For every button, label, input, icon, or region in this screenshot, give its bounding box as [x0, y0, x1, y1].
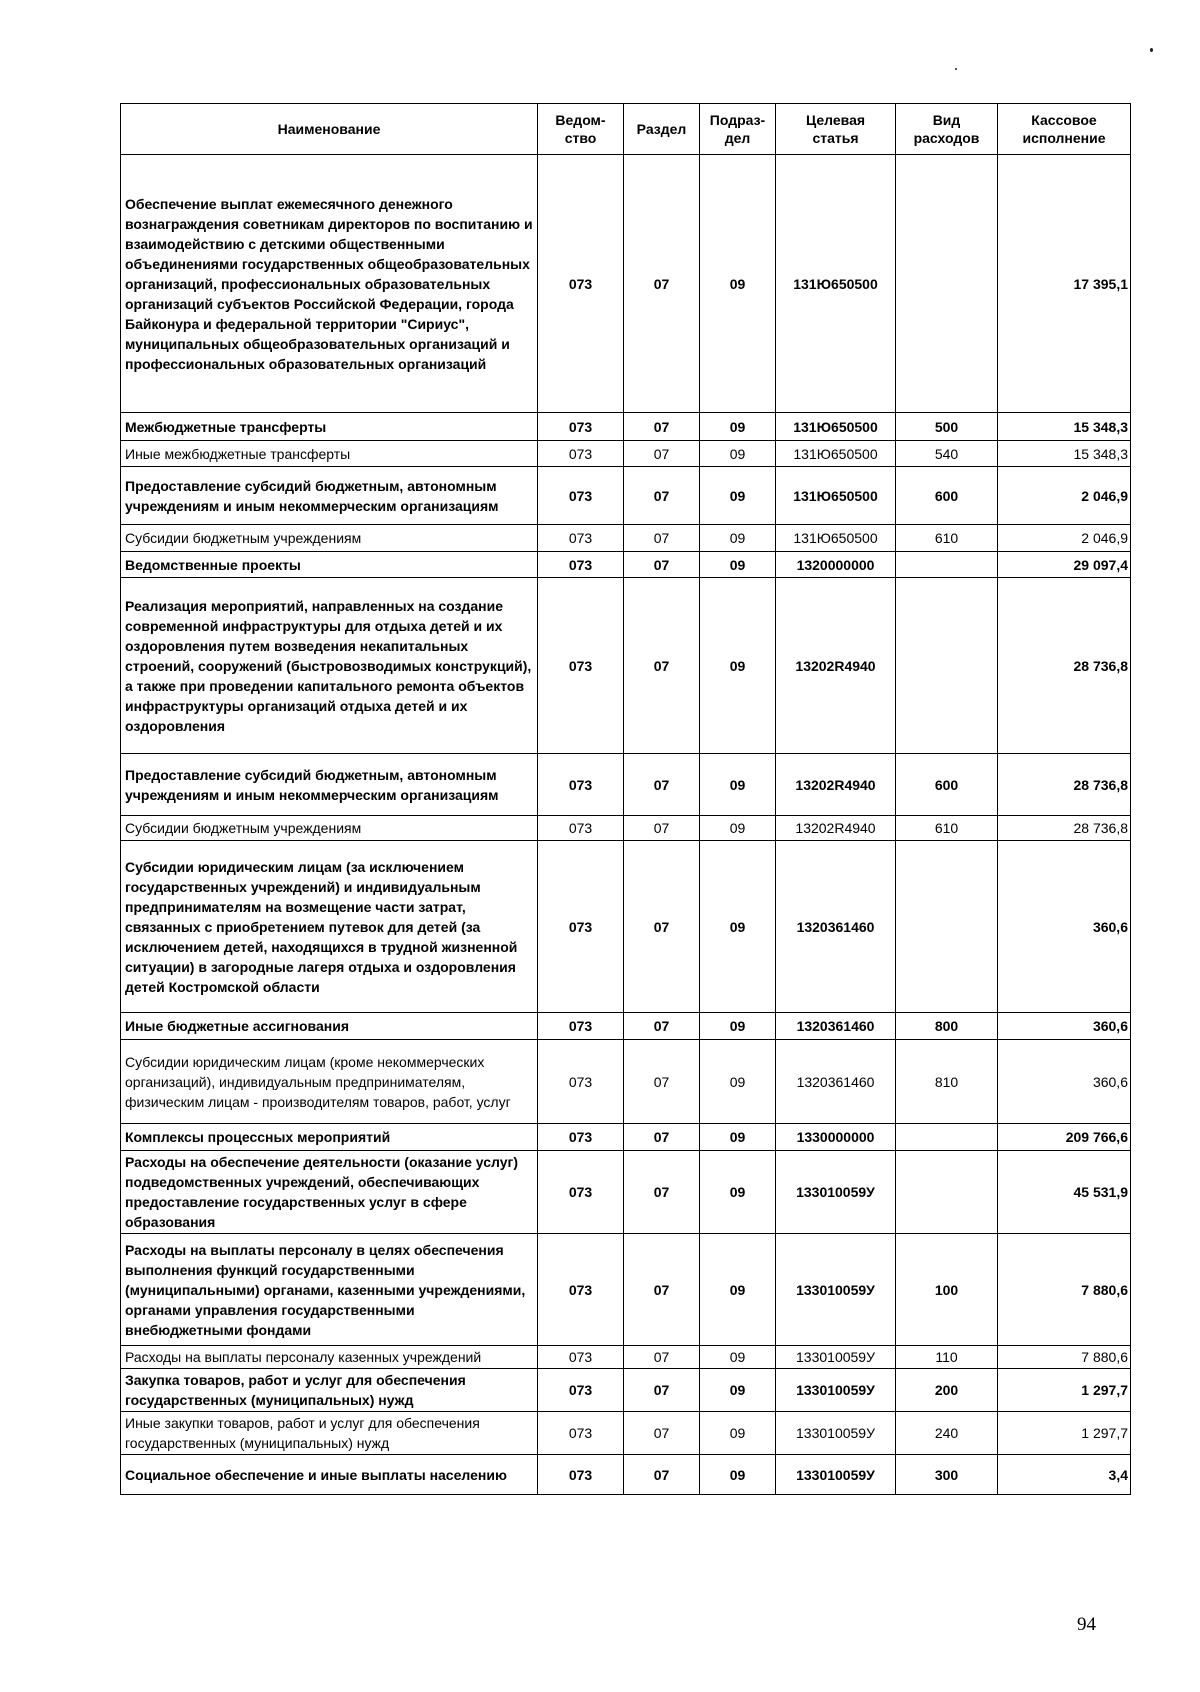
cell-amount: 3,4 — [998, 1455, 1131, 1495]
table-row — [121, 1124, 1131, 1151]
cell-name: Расходы на выплаты персоналу казенных учреждений — [121, 1346, 538, 1369]
cell-subsection: 09 — [700, 578, 776, 754]
cell-exp-type: 240 — [896, 1412, 998, 1455]
cell-section: 07 — [624, 1346, 700, 1369]
cell-target: 133010059У — [776, 1455, 896, 1495]
cell-amount: 2 046,9 — [998, 525, 1131, 552]
table-row — [121, 467, 1131, 525]
cell-amount: 29 097,4 — [998, 552, 1131, 578]
cell-name: Расходы на выплаты персоналу в целях обеспечения выполнения функций государственными (муниципальными) органами, казенными учреждениями, органами управления государственными внебюджетными фондами — [121, 1234, 538, 1346]
cell-target: 1320361460 — [776, 1040, 896, 1124]
cell-section: 07 — [624, 552, 700, 578]
cell-section: 07 — [624, 1040, 700, 1124]
cell-exp-type: 610 — [896, 525, 998, 552]
cell-amount: 28 736,8 — [998, 816, 1131, 841]
cell-dept: 073 — [538, 841, 624, 1013]
cell-target: 1320361460 — [776, 841, 896, 1013]
cell-section: 07 — [624, 1151, 700, 1234]
table-header-row — [121, 104, 1131, 155]
table-row — [121, 1412, 1131, 1455]
cell-target: 131Ю650500 — [776, 441, 896, 467]
cell-dept: 073 — [538, 816, 624, 841]
cell-subsection: 09 — [700, 525, 776, 552]
table-row — [121, 155, 1131, 413]
cell-section: 07 — [624, 1124, 700, 1151]
table-row — [121, 525, 1131, 552]
cell-subsection: 09 — [700, 441, 776, 467]
cell-subsection: 09 — [700, 1346, 776, 1369]
cell-subsection: 09 — [700, 1234, 776, 1346]
cell-exp-type: 300 — [896, 1455, 998, 1495]
cell-subsection: 09 — [700, 1455, 776, 1495]
table-row — [121, 1234, 1131, 1346]
cell-name: Комплексы процессных мероприятий — [121, 1124, 538, 1151]
cell-exp-type: 110 — [896, 1346, 998, 1369]
cell-dept: 073 — [538, 155, 624, 413]
table-row — [121, 1455, 1131, 1495]
cell-subsection: 09 — [700, 467, 776, 525]
cell-name: Субсидии юридическим лицам (за исключением государственных учреждений) и индивидуальным предпринимателям на возмещение части затрат, связанных с приобретением путевок для детей (за исключением детей, находящихся в трудной жизненной ситуации) в загородные лагеря отдыха и оздоровления детей Костромской области — [121, 841, 538, 1013]
cell-target: 1320361460 — [776, 1013, 896, 1040]
table-row — [121, 1151, 1131, 1234]
cell-exp-type: 500 — [896, 413, 998, 441]
cell-section: 07 — [624, 1412, 700, 1455]
page-number: 94 — [1077, 1614, 1096, 1635]
cell-dept: 073 — [538, 1234, 624, 1346]
cell-section: 07 — [624, 1234, 700, 1346]
cell-name: Межбюджетные трансферты — [121, 413, 538, 441]
table-row — [121, 578, 1131, 754]
cell-exp-type — [896, 841, 998, 1013]
cell-name: Реализация мероприятий, направленных на создание современной инфраструктуры для отдыха детей и их оздоровления путем возведения некапитальных строений, сооружений (быстровозводимых конструкций), а также при проведении капитального ремонта объектов инфраструктуры организаций отдыха детей и их оздоровления — [121, 578, 538, 754]
cell-section: 07 — [624, 816, 700, 841]
header-target: Целевая статья — [776, 104, 896, 155]
cell-dept: 073 — [538, 1124, 624, 1151]
cell-target: 133010059У — [776, 1151, 896, 1234]
cell-amount: 17 395,1 — [998, 155, 1131, 413]
cell-amount: 360,6 — [998, 1013, 1131, 1040]
cell-amount: 15 348,3 — [998, 441, 1131, 467]
cell-subsection: 09 — [700, 816, 776, 841]
cell-amount: 209 766,6 — [998, 1124, 1131, 1151]
cell-exp-type — [896, 578, 998, 754]
table-row — [121, 1369, 1131, 1412]
cell-name: Ведомственные проекты — [121, 552, 538, 578]
header-dept: Ведом- ство — [538, 104, 624, 155]
cell-name: Субсидии бюджетным учреждениям — [121, 816, 538, 841]
table-row — [121, 1013, 1131, 1040]
cell-subsection: 09 — [700, 754, 776, 816]
cell-exp-type: 810 — [896, 1040, 998, 1124]
cell-section: 07 — [624, 525, 700, 552]
cell-target: 133010059У — [776, 1412, 896, 1455]
cell-name: Обеспечение выплат ежемесячного денежного вознаграждения советникам директоров по воспитанию и взаимодействию с детскими общественными объединениями государственных общеобразовательных организаций, профессиональных образовательных организаций субъектов Российской Федерации, города Байконура и федеральной территории "Сириус", муниципальных общеобразовательных организаций и профессиональных образовательных организаций — [121, 155, 538, 413]
cell-dept: 073 — [538, 525, 624, 552]
cell-exp-type: 540 — [896, 441, 998, 467]
cell-exp-type: 610 — [896, 816, 998, 841]
cell-amount: 45 531,9 — [998, 1151, 1131, 1234]
cell-exp-type — [896, 552, 998, 578]
cell-dept: 073 — [538, 441, 624, 467]
cell-target: 133010059У — [776, 1346, 896, 1369]
cell-subsection: 09 — [700, 1040, 776, 1124]
cell-subsection: 09 — [700, 552, 776, 578]
cell-dept: 073 — [538, 754, 624, 816]
cell-subsection: 09 — [700, 413, 776, 441]
cell-dept: 073 — [538, 1369, 624, 1412]
cell-amount: 15 348,3 — [998, 413, 1131, 441]
cell-amount: 1 297,7 — [998, 1412, 1131, 1455]
cell-subsection: 09 — [700, 1369, 776, 1412]
cell-dept: 073 — [538, 1455, 624, 1495]
cell-name: Предоставление субсидий бюджетным, автономным учреждениям и иным некоммерческим организациям — [121, 754, 538, 816]
cell-target: 133010059У — [776, 1369, 896, 1412]
cell-amount: 1 297,7 — [998, 1369, 1131, 1412]
cell-name: Субсидии бюджетным учреждениям — [121, 525, 538, 552]
header-amount: Кассовое исполнение — [998, 104, 1131, 155]
cell-name: Социальное обеспечение и иные выплаты населению — [121, 1455, 538, 1495]
cell-section: 07 — [624, 1013, 700, 1040]
cell-target: 13202R4940 — [776, 754, 896, 816]
cell-target: 1320000000 — [776, 552, 896, 578]
table-row — [121, 1346, 1131, 1369]
cell-exp-type — [896, 1124, 998, 1151]
cell-amount: 28 736,8 — [998, 754, 1131, 816]
cell-exp-type — [896, 155, 998, 413]
cell-subsection: 09 — [700, 1013, 776, 1040]
cell-name: Расходы на обеспечение деятельности (оказание услуг) подведомственных учреждений, обеспечивающих предоставление государственных услуг в сфере образования — [121, 1151, 538, 1234]
cell-section: 07 — [624, 578, 700, 754]
header-section: Раздел — [624, 104, 700, 155]
cell-subsection: 09 — [700, 1412, 776, 1455]
cell-section: 07 — [624, 467, 700, 525]
cell-exp-type: 100 — [896, 1234, 998, 1346]
cell-name: Иные межбюджетные трансферты — [121, 441, 538, 467]
cell-section: 07 — [624, 1455, 700, 1495]
table-row — [121, 1040, 1131, 1124]
cell-target: 131Ю650500 — [776, 413, 896, 441]
cell-exp-type: 200 — [896, 1369, 998, 1412]
cell-name: Иные закупки товаров, работ и услуг для обеспечения государственных (муниципальных) нужд — [121, 1412, 538, 1455]
cell-section: 07 — [624, 155, 700, 413]
cell-name: Субсидии юридическим лицам (кроме некоммерческих организаций), индивидуальным предпринимателям, физическим лицам - производителям товаров, работ, услуг — [121, 1040, 538, 1124]
cell-dept: 073 — [538, 552, 624, 578]
cell-amount: 7 880,6 — [998, 1234, 1131, 1346]
cell-name: Предоставление субсидий бюджетным, автономным учреждениям и иным некоммерческим организациям — [121, 467, 538, 525]
cell-dept: 073 — [538, 578, 624, 754]
cell-subsection: 09 — [700, 1124, 776, 1151]
cell-dept: 073 — [538, 1013, 624, 1040]
cell-exp-type — [896, 1151, 998, 1234]
cell-section: 07 — [624, 413, 700, 441]
cell-exp-type: 600 — [896, 467, 998, 525]
cell-name: Иные бюджетные ассигнования — [121, 1013, 538, 1040]
cell-target: 131Ю650500 — [776, 467, 896, 525]
scan-speck — [1150, 48, 1153, 52]
header-exp-type: Вид расходов — [896, 104, 998, 155]
cell-name: Закупка товаров, работ и услуг для обеспечения государственных (муниципальных) нужд — [121, 1369, 538, 1412]
cell-amount: 28 736,8 — [998, 578, 1131, 754]
cell-exp-type: 600 — [896, 754, 998, 816]
table-row — [121, 754, 1131, 816]
table-row — [121, 552, 1131, 578]
budget-execution-table — [120, 103, 1131, 1495]
cell-target: 133010059У — [776, 1234, 896, 1346]
scan-speck — [955, 68, 957, 70]
cell-target: 13202R4940 — [776, 578, 896, 754]
table-row — [121, 441, 1131, 467]
cell-subsection: 09 — [700, 841, 776, 1013]
cell-subsection: 09 — [700, 155, 776, 413]
cell-amount: 360,6 — [998, 1040, 1131, 1124]
header-name: Наименование — [121, 104, 538, 155]
cell-subsection: 09 — [700, 1151, 776, 1234]
cell-dept: 073 — [538, 1346, 624, 1369]
cell-target: 13202R4940 — [776, 816, 896, 841]
cell-target: 131Ю650500 — [776, 155, 896, 413]
cell-section: 07 — [624, 841, 700, 1013]
cell-dept: 073 — [538, 467, 624, 525]
header-subsection: Подраз- дел — [700, 104, 776, 155]
cell-target: 1330000000 — [776, 1124, 896, 1151]
cell-dept: 073 — [538, 1412, 624, 1455]
cell-exp-type: 800 — [896, 1013, 998, 1040]
cell-dept: 073 — [538, 1040, 624, 1124]
cell-target: 131Ю650500 — [776, 525, 896, 552]
cell-section: 07 — [624, 441, 700, 467]
table-row — [121, 841, 1131, 1013]
cell-amount: 2 046,9 — [998, 467, 1131, 525]
cell-amount: 7 880,6 — [998, 1346, 1131, 1369]
cell-dept: 073 — [538, 1151, 624, 1234]
cell-section: 07 — [624, 754, 700, 816]
cell-section: 07 — [624, 1369, 700, 1412]
cell-amount: 360,6 — [998, 841, 1131, 1013]
cell-dept: 073 — [538, 413, 624, 441]
table-row — [121, 413, 1131, 441]
table-row — [121, 816, 1131, 841]
